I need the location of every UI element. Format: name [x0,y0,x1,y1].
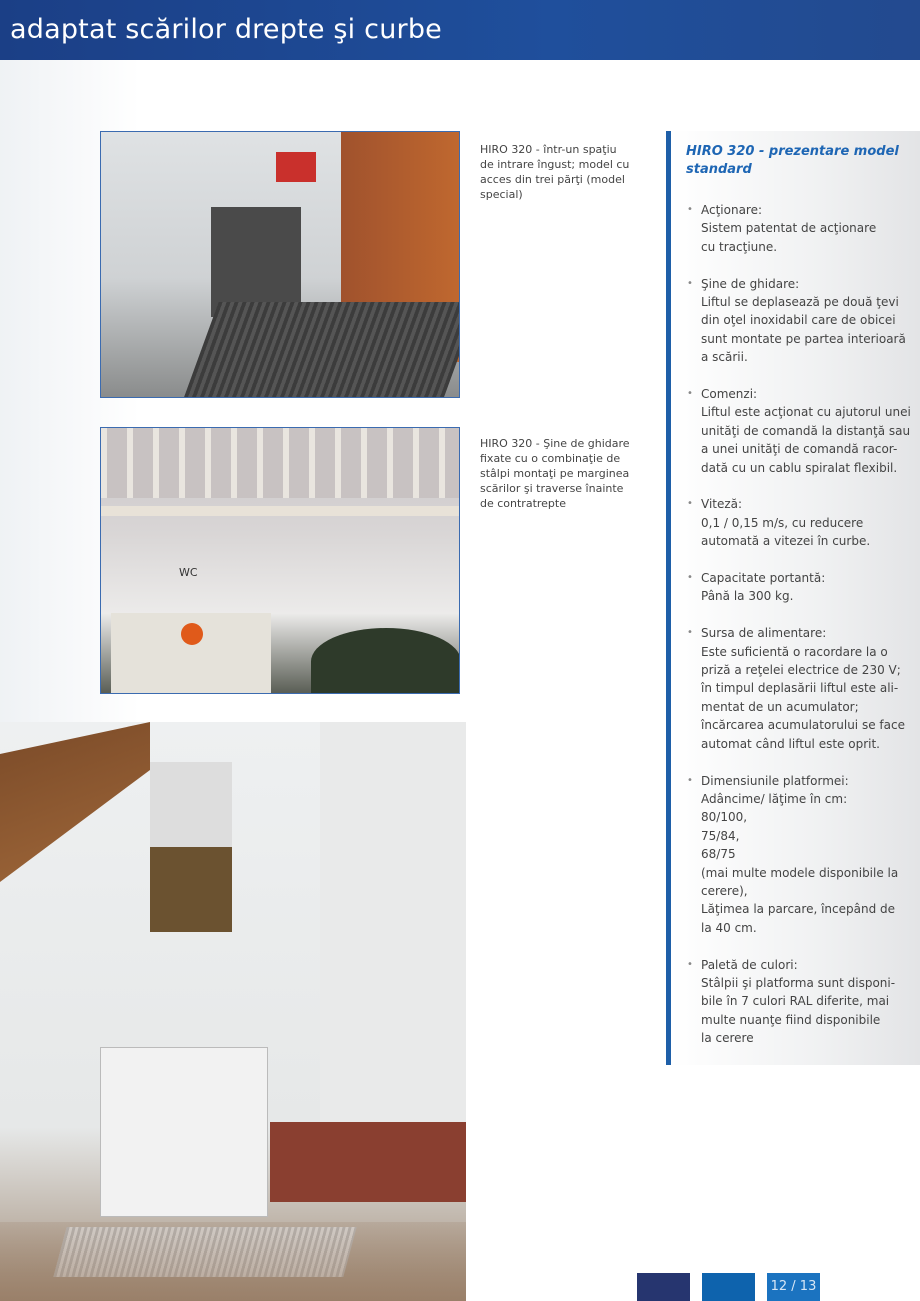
spec-text: Sistem patentat de acţionare cu tracţiune. [701,221,877,254]
footer-block-mid [702,1273,755,1301]
specs-title: HIRO 320 - prezentare model standard [686,144,899,177]
wc-sign: WC [179,566,198,579]
spec-text: Până la 300 kg. [701,589,794,604]
photo-entrance-lift [100,131,460,398]
spec-item [685,201,920,256]
spec-item [685,956,920,1048]
spec-label: Acţionare: [701,203,763,217]
specs-list [685,201,920,1048]
spec-item [685,772,920,938]
spec-text: Este suficientă o racordare la o priză a reţelei electrice de 230 V; în timpul deplasării liftul este ali- mentat de un acumulator; încărcarea acumulatorului se face automat când liftul este oprit. [701,644,905,751]
spec-label: Dimensiunile platformei: [701,773,849,788]
spec-label: Paletă de culori: [701,957,798,972]
page-number: 12 / 13 [767,1273,820,1301]
caption-2: HIRO 320 - Şine de ghidare fixate cu o combinaţie de stâlpi montaţi pe marginea scărilor şi traverse înainte de contratrepte [480,437,630,510]
spec-item [685,275,920,367]
photo-exterior-curved-lift [0,722,466,1301]
spec-label: Viteză: [701,497,743,512]
specs-panel [666,131,920,1065]
header-banner [0,0,920,60]
spec-item [685,385,920,477]
spec-label: Şine de ghidare: [701,276,800,291]
photo-stair-rails [100,427,460,694]
spec-text: 0,1 / 0,15 m/s, cu reducere automată a vitezei în curbe. [701,515,871,549]
spec-text: Liftul este acţionat cu ajutorul unei unităţi de comandă la distanţă sau a unei unităţi de comandă racor- dată cu un cablu spiralat flexibil. [701,405,911,475]
spec-label: Capacitate portantă: [701,571,826,586]
spec-item [685,495,920,550]
spec-text: Adâncime/ lăţime în cm: 80/100, 75/84, 68/75 (mai multe modele disponibile la cerere), Lăţimea la parcare, începând de la 40 cm. [701,791,899,935]
spec-text: Liftul se deplasează pe două ţevi din oţel inoxidabil care de obicei sunt montate pe partea interioară a scării. [701,295,906,365]
spec-label: Sursa de alimentare: [701,626,827,641]
spec-text: Stâlpii şi platforma sunt disponi- bile în 7 culori RAL diferite, mai multe nuanţe fiind disponibile la cerere [701,975,896,1046]
spec-label: Comenzi: [701,387,758,402]
footer-block-dark [637,1273,690,1301]
page-title: adaptat scărilor drepte şi curbe [10,14,442,45]
spec-item [685,569,920,606]
spec-item [685,624,920,753]
caption-1: HIRO 320 - într-un spaţiu de intrare îngust; model cu acces din trei părţi (model special) [480,143,630,201]
